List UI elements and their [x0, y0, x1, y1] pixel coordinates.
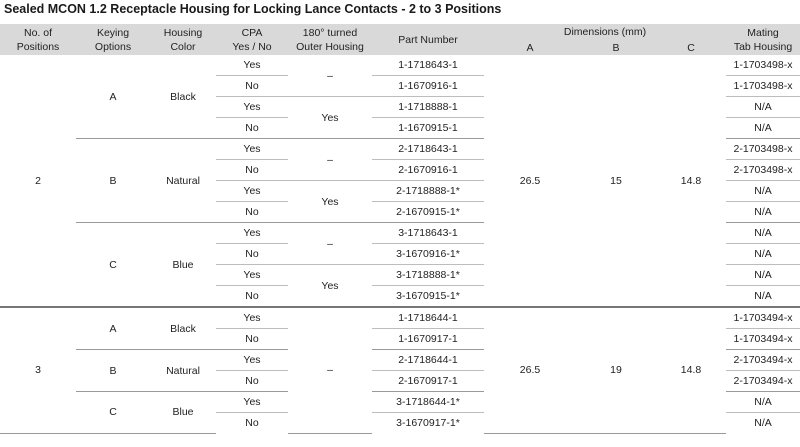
part-number-cell: 3-1670916-1*	[372, 244, 484, 265]
mating-cell: N/A	[726, 118, 800, 139]
mating-cell: N/A	[726, 286, 800, 308]
header-dim-c: C	[656, 40, 726, 55]
mating-cell: N/A	[726, 265, 800, 286]
cpa-cell: Yes	[216, 55, 288, 76]
housing-color-cell: Natural	[150, 350, 216, 392]
header-dim-a: A	[484, 40, 576, 55]
part-number-cell: 1-1670917-1	[372, 329, 484, 350]
header-keying: Keying Options	[76, 24, 150, 55]
cpa-cell: Yes	[216, 181, 288, 202]
mating-cell: 1-1703494-x	[726, 307, 800, 329]
header-positions: No. of Positions	[0, 24, 76, 55]
cpa-cell: No	[216, 244, 288, 265]
cpa-cell: Yes	[216, 392, 288, 413]
cpa-cell: No	[216, 371, 288, 392]
header-cpa: CPA Yes / No	[216, 24, 288, 55]
cpa-cell: No	[216, 329, 288, 350]
turned-cell: –	[288, 307, 372, 433]
keying-cell: C	[76, 392, 150, 434]
mating-cell: 1-1703498-x	[726, 76, 800, 97]
cpa-cell: No	[245, 417, 259, 429]
keying-cell: C	[76, 223, 150, 308]
cpa-cell: Yes	[216, 350, 288, 371]
header-dimensions: Dimensions (mm)	[484, 24, 726, 40]
cpa-cell: Yes	[216, 223, 288, 244]
keying-cell: A	[76, 55, 150, 139]
mating-cell: 2-1703494-x	[726, 371, 800, 392]
turned-cell: Yes	[288, 97, 372, 139]
table-row	[0, 55, 800, 76]
turned-cell: –	[288, 223, 372, 265]
housing-color-cell: Natural	[150, 139, 216, 223]
header-part-number: Part Number	[372, 24, 484, 55]
part-number-cell: 2-1670917-1	[372, 371, 484, 392]
table-title: Sealed MCON 1.2 Receptacle Housing for Locking Lance Contacts - 2 to 3 Positions	[4, 2, 502, 16]
mating-cell: N/A	[754, 417, 772, 429]
turned-cell: –	[288, 55, 372, 97]
part-number-cell: 3-1718888-1*	[372, 265, 484, 286]
dim-a-cell: 26.5	[484, 55, 576, 307]
cpa-cell: No	[216, 286, 288, 308]
header-turned: 180° turned Outer Housing	[288, 24, 372, 55]
cpa-cell: Yes	[216, 265, 288, 286]
table-row	[0, 307, 800, 329]
part-number-cell: 3-1718644-1*	[372, 392, 484, 413]
part-number-cell: 3-1670917-1*	[396, 417, 460, 429]
mating-cell: 2-1703498-x	[726, 160, 800, 181]
mating-cell: N/A	[726, 97, 800, 118]
turned-cell: –	[288, 139, 372, 181]
positions-cell: 3	[0, 307, 76, 433]
cpa-cell: No	[216, 76, 288, 97]
mating-cell: N/A	[726, 392, 800, 413]
keying-cell: B	[76, 350, 150, 392]
cpa-cell: Yes	[216, 139, 288, 160]
mating-cell: N/A	[726, 244, 800, 265]
part-number-cell: 2-1718643-1	[372, 139, 484, 160]
part-number-cell: 1-1718888-1	[372, 97, 484, 118]
part-number-cell: 1-1718644-1	[372, 307, 484, 329]
mating-cell: N/A	[726, 181, 800, 202]
part-number-cell: 2-1670916-1	[372, 160, 484, 181]
keying-cell: A	[76, 307, 150, 350]
mating-cell: 2-1703494-x	[726, 350, 800, 371]
header-mating: Mating Tab Housing	[726, 24, 800, 55]
mating-cell: 2-1703498-x	[726, 139, 800, 160]
dim-c-cell: 14.8	[656, 307, 726, 433]
header-housing-color: Housing Color	[150, 24, 216, 55]
turned-cell: Yes	[288, 181, 372, 223]
part-number-cell: 1-1718643-1	[372, 55, 484, 76]
cpa-cell: Yes	[216, 307, 288, 329]
positions-cell: 2	[0, 55, 76, 307]
product-table	[0, 24, 800, 434]
part-number-cell: 2-1718888-1*	[372, 181, 484, 202]
cpa-cell: No	[216, 118, 288, 139]
mating-cell: N/A	[726, 223, 800, 244]
part-number-cell: 3-1718643-1	[372, 223, 484, 244]
dim-b-cell: 15	[576, 55, 656, 307]
dim-b-cell: 19	[576, 307, 656, 433]
keying-cell: B	[76, 139, 150, 223]
part-number-cell: 3-1670915-1*	[372, 286, 484, 308]
dim-a-cell: 26.5	[484, 307, 576, 433]
mating-cell: N/A	[726, 202, 800, 223]
housing-color-cell: Black	[150, 307, 216, 350]
header-dim-b: B	[576, 40, 656, 55]
housing-color-cell: Black	[150, 55, 216, 139]
part-number-cell: 2-1718644-1	[372, 350, 484, 371]
cpa-cell: No	[216, 202, 288, 223]
part-number-cell: 1-1670916-1	[372, 76, 484, 97]
housing-color-cell: Blue	[150, 223, 216, 308]
cpa-cell: Yes	[216, 97, 288, 118]
mating-cell: 1-1703494-x	[726, 329, 800, 350]
housing-color-cell: Blue	[150, 392, 216, 434]
cpa-cell: No	[216, 160, 288, 181]
part-number-cell: 1-1670915-1	[372, 118, 484, 139]
table-body	[0, 55, 800, 433]
part-number-cell: 2-1670915-1*	[372, 202, 484, 223]
mating-cell: 1-1703498-x	[726, 55, 800, 76]
dim-c-cell: 14.8	[656, 55, 726, 307]
turned-cell: Yes	[288, 265, 372, 308]
